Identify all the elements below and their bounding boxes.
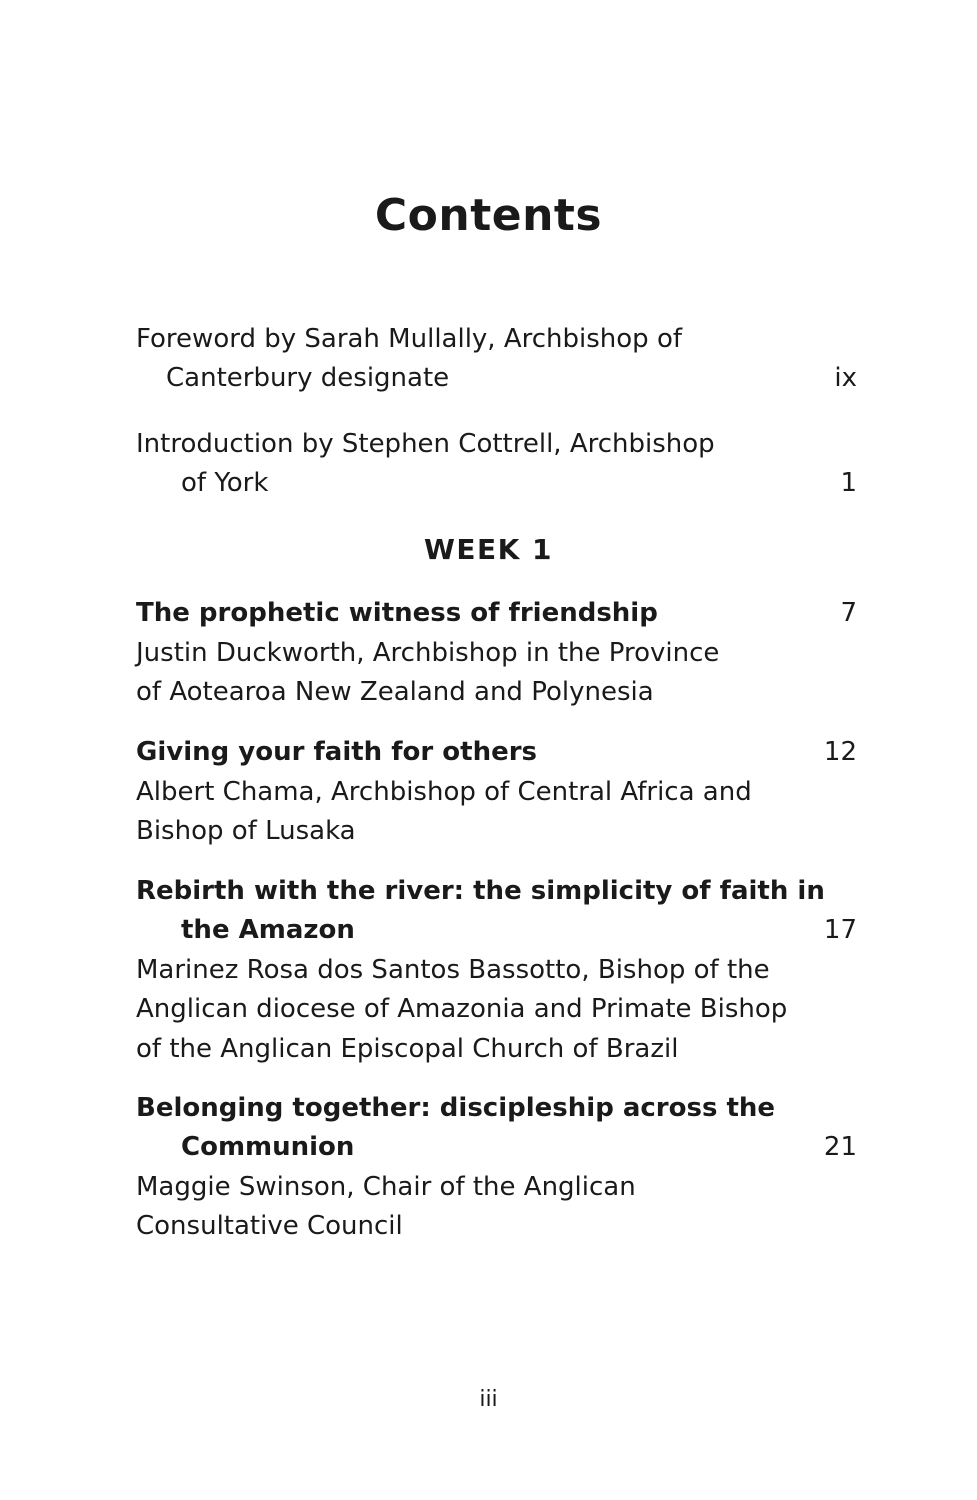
chapter-title: Belonging together: discipleship across the — [136, 1093, 776, 1123]
chapter-title: Giving your faith for others — [136, 737, 538, 767]
chapter-author: Anglican diocese of Amazonia and Primate Bishop — [136, 994, 788, 1024]
entry-text-line: Canterbury designate — [166, 363, 450, 393]
chapter-author: of the Anglican Episcopal Church of Brazil — [136, 1034, 679, 1064]
chapter-author: Marinez Rosa dos Santos Bassotto, Bishop of the — [136, 955, 770, 985]
page-title: Contents — [374, 190, 603, 241]
chapter-author: Albert Chama, Archbishop of Central Africa and — [136, 777, 752, 807]
page-number: 17 — [823, 915, 857, 945]
page-number: 21 — [823, 1132, 857, 1162]
page-number: 12 — [823, 737, 857, 767]
chapter-author: Justin Duckworth, Archbishop in the Province — [136, 638, 720, 668]
section-heading-week: WEEK 1 — [423, 533, 554, 566]
chapter-title: Communion — [181, 1132, 355, 1162]
chapter-author: of Aotearoa New Zealand and Polynesia — [136, 677, 654, 707]
page-number: 1 — [840, 468, 857, 498]
chapter-author: Consultative Council — [136, 1211, 403, 1241]
chapter-author: Bishop of Lusaka — [136, 816, 356, 846]
page-folio: iii — [479, 1387, 498, 1412]
page-number: 7 — [840, 598, 857, 628]
chapter-title: the Amazon — [181, 915, 355, 945]
entry-text-line: Introduction by Stephen Cottrell, Archbishop — [136, 429, 715, 459]
entry-text-line: of York — [181, 468, 269, 498]
chapter-title: The prophetic witness of friendship — [136, 598, 658, 628]
chapter-title: Rebirth with the river: the simplicity of faith in — [136, 876, 825, 906]
chapter-author: Maggie Swinson, Chair of the Anglican — [136, 1172, 636, 1202]
page-number: ix — [834, 363, 857, 393]
entry-text-line: Foreword by Sarah Mullally, Archbishop of — [136, 324, 682, 354]
